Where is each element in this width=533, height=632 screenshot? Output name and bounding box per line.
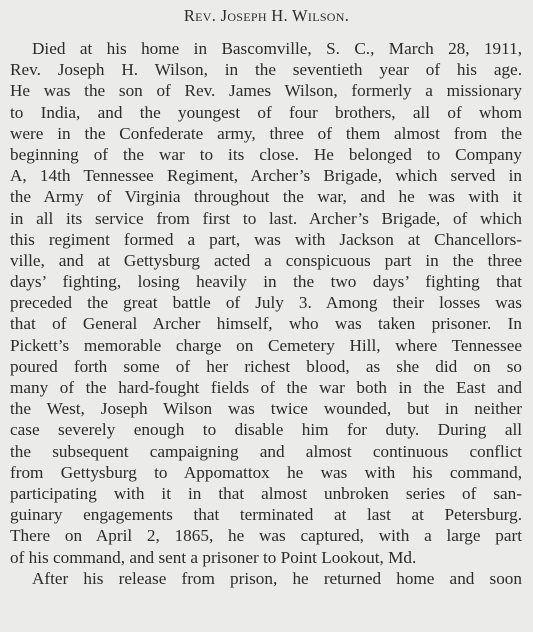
text-line: in all its service from first to last. Archer’s Brigade, of which	[10, 208, 522, 228]
text-line: Rev. Joseph H. Wilson, in the seventieth year of his age.	[10, 60, 522, 80]
text-line: preceded the great battle of July 3. Among their losses was	[10, 293, 522, 313]
text-line: beginning of the war to its close. He belonged to Company	[10, 144, 522, 164]
text-line: case severely enough to disable him for duty. During all	[10, 420, 522, 440]
text-line: were in the Confederate army, three of them almost from the	[10, 123, 522, 143]
page-title: Rev. Joseph H. Wilson.	[183, 6, 350, 25]
text-line: days’ fighting, losing heavily in the two days’ fighting that	[10, 272, 522, 292]
text-line: There on April 2, 1865, he was captured, with a large part	[10, 526, 522, 546]
text-line: Pickett’s memorable charge on Cemetery Hill, where Tennessee	[10, 335, 522, 355]
text-line: many of the hard-fought fields of the war both in the East and	[10, 378, 522, 397]
text-line: guinary engagements that terminated at last at Petersburg.	[10, 505, 522, 525]
text-line: that of General Archer himself, who was taken prisoner. In	[10, 314, 522, 334]
text-line: this regiment formed a part, was with Jackson at Chancellors-	[10, 229, 522, 249]
text-line: participating with it in that almost unbroken series of san-	[10, 483, 522, 503]
text-line: to India, and the youngest of four brothers, all of whom	[10, 102, 522, 122]
text-line: A, 14th Tennessee Regiment, Archer’s Brigade, which served in	[10, 166, 522, 186]
text-line: After his release from prison, he returned home and soon	[32, 568, 522, 588]
text-line: the Army of Virginia throughout the war, and he was with it	[10, 187, 522, 207]
text-line: He was the son of Rev. James Wilson, formerly a missionary	[10, 81, 522, 101]
text-line: the West, Joseph Wilson was twice wounded, but in neither	[10, 399, 522, 419]
text-line: the subsequent campaigning and almost continuous conflict	[10, 441, 522, 461]
article-body	[10, 38, 522, 589]
text-line: of his command, and sent a prisoner to Point Lookout, Md.	[10, 547, 417, 567]
text-line: Died at his home in Bascomville, S. C., March 28, 1911,	[32, 39, 522, 58]
text-line: ville, and at Gettysburg acted a conspicuous part in the three	[10, 250, 522, 270]
text-line: poured forth some of her richest blood, as she did on so	[10, 356, 522, 376]
text-line: from Gettysburg to Appomattox he was with his command,	[10, 462, 522, 482]
